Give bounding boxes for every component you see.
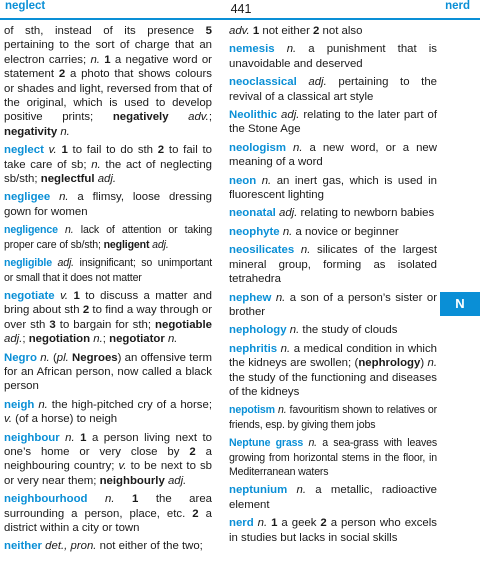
definition-text: ) an offensive term for an African person, now called a black person — [4, 351, 213, 393]
definition-text — [294, 244, 301, 256]
sense-number: 2 — [313, 25, 320, 37]
left-column — [4, 24, 212, 558]
definition-text — [297, 76, 309, 88]
headword: negligee — [4, 191, 51, 204]
dictionary-entry — [229, 42, 437, 71]
definition-text: a geek — [277, 517, 321, 530]
headword: neosilicates — [229, 244, 295, 257]
headword: neologism — [229, 141, 286, 154]
derived-form: negligent — [103, 238, 150, 251]
part-of-speech: v. — [60, 289, 69, 302]
part-of-speech: n. — [60, 125, 70, 138]
definition-text — [50, 191, 59, 203]
part-of-speech: n. — [308, 437, 317, 450]
dictionary-entry — [4, 539, 212, 553]
definition-text: a sea-grass with leaves growing from horizontal stems in the floor, in Mediterranean waters — [229, 437, 438, 478]
part-of-speech: n. — [261, 174, 272, 187]
headword: nerd — [229, 517, 254, 530]
headword: neglect — [4, 144, 44, 157]
page-number: 441 — [230, 2, 252, 16]
dictionary-entry — [4, 351, 212, 394]
headword: nepotism — [229, 404, 275, 417]
derived-form: negativity — [4, 125, 58, 138]
definition-text: to find a way through or over sth — [4, 304, 212, 331]
definition-text: ) — [420, 357, 428, 370]
dictionary-entry — [229, 225, 437, 239]
dictionary-entry — [229, 206, 437, 220]
part-of-speech: n. — [296, 484, 306, 497]
part-of-speech: adj. — [4, 333, 23, 346]
dictionary-entry — [229, 75, 437, 104]
headword: neonatal — [229, 207, 276, 220]
derived-form: nephrology — [358, 357, 421, 370]
definition-text: a negative word or statement — [4, 53, 212, 81]
definition-text: a metallic, radioactive element — [229, 484, 437, 511]
headword: neither — [4, 540, 42, 553]
dictionary-entry — [4, 398, 212, 427]
definition-text: a new word, or a new meaning of a word — [229, 141, 437, 169]
part-of-speech: adv. — [188, 111, 209, 124]
dictionary-entry — [4, 223, 212, 252]
part-of-speech: adj. — [167, 474, 187, 487]
dictionary-entry — [229, 24, 437, 38]
part-of-speech: n. — [91, 158, 101, 171]
part-of-speech: n. — [427, 357, 437, 370]
part-of-speech: n. — [59, 191, 69, 204]
part-of-speech: v. — [118, 460, 127, 473]
definition-text: silicates of the largest mineral group, forming as isolated tetrahedra — [229, 244, 437, 286]
definition-text: a novice or beginner — [292, 225, 399, 238]
definition-text: not also — [319, 25, 363, 37]
definition-text: to fail to do sth — [67, 144, 158, 157]
part-of-speech: pl. — [56, 351, 69, 364]
part-of-speech: n. — [65, 431, 75, 444]
part-of-speech: adj. — [97, 173, 117, 186]
derived-form: negotiator — [109, 333, 165, 346]
part-of-speech: n. — [289, 324, 300, 337]
sense-number: 2 — [157, 144, 165, 157]
dictionary-entry — [229, 483, 437, 512]
headword: nephritis — [229, 342, 278, 355]
definition-text: a district within a city or town — [4, 507, 212, 534]
sense-number: 2 — [320, 517, 327, 530]
definition-text: to discuss a matter and bring about sth — [4, 289, 212, 317]
sense-number: 1 — [252, 25, 260, 37]
headword: neon — [229, 174, 257, 187]
definition-text: of sth, instead of its presence — [4, 25, 206, 37]
headword: negligence — [4, 224, 58, 237]
dictionary-entry — [4, 143, 212, 186]
derived-form: neighbourly — [99, 474, 165, 487]
definition-text: a photo that shows colours or shades and light, reversed from that of the original, which is used to develop positive prints; — [4, 68, 213, 124]
dictionary-entry — [4, 289, 212, 347]
headword: neoclassical — [229, 76, 297, 89]
definition-text — [88, 493, 106, 505]
dictionary-entry — [4, 24, 212, 139]
headword: nemesis — [229, 43, 275, 56]
definition-text: a medical condition in which the kidneys are swollen; ( — [229, 342, 437, 370]
definition-text: the area surrounding a person, place, etc. — [4, 493, 212, 520]
part-of-speech: n. — [167, 333, 178, 346]
sense-number: 2 — [189, 445, 196, 458]
headword: Neptune grass — [229, 437, 304, 450]
part-of-speech: n. — [275, 291, 286, 304]
derived-form: negatively — [112, 111, 169, 124]
definition-text: insignificant; so unimportant or small that it does not matter — [4, 257, 212, 284]
definition-text: the act of neglecting sb/sth; — [4, 158, 213, 186]
part-of-speech: n. — [105, 493, 115, 506]
part-of-speech: n. — [93, 333, 103, 346]
definition-text: lack of attention or taking proper care of sb/sth; — [4, 224, 213, 251]
left-guide-word: neglect — [5, 0, 46, 12]
dictionary-entry — [229, 403, 437, 432]
definition-text — [287, 484, 296, 496]
headword: nephology — [229, 324, 287, 337]
sense-number: 1 — [271, 517, 278, 530]
dictionary-entry — [229, 436, 437, 479]
right-guide-word: nerd — [445, 0, 470, 12]
part-of-speech: v. — [4, 413, 13, 426]
sense-number: 3 — [49, 318, 56, 331]
part-of-speech: n. — [40, 351, 50, 364]
headword: neigh — [4, 398, 35, 411]
definition-text: a person who excels in studies but lacks in social skills — [229, 517, 437, 544]
dictionary-entry — [229, 342, 437, 400]
definition-text: to be next to sb or very near them; — [4, 460, 212, 487]
part-of-speech: adj. — [279, 207, 298, 220]
part-of-speech: adj. — [57, 257, 74, 270]
definition-text — [169, 111, 189, 123]
sense-number: 1 — [80, 431, 87, 444]
sense-number: 1 — [61, 144, 68, 157]
headword: negotiate — [4, 289, 55, 302]
definition-text: ; — [102, 333, 110, 346]
headword: Neolithic — [229, 109, 278, 122]
definition-text: a flimsy, loose dressing gown for women — [4, 191, 213, 218]
part-of-speech: n. — [280, 342, 291, 355]
dictionary-entry — [4, 431, 212, 489]
part-of-speech: n. — [257, 517, 268, 530]
dictionary-entry — [229, 291, 437, 320]
headword: neptunium — [229, 484, 288, 497]
headword: neighbourhood — [4, 493, 88, 506]
sense-number: 1 — [73, 289, 80, 302]
definition-text: the high-pitched cry of a horse; — [47, 398, 212, 411]
part-of-speech: det., pron. — [45, 540, 97, 553]
definition-text: a person living next to one’s home or very close by — [4, 431, 213, 458]
headword: negligible — [4, 257, 52, 270]
definition-text: relating to the later part of the Stone Age — [229, 109, 437, 136]
right-column — [229, 24, 437, 549]
derived-form: negotiable — [155, 318, 212, 331]
headword: neophyte — [229, 225, 280, 238]
part-of-speech: adj. — [281, 109, 300, 122]
derived-form: neglectful — [40, 173, 95, 186]
dictionary-entry — [229, 108, 437, 137]
definition-text: ; — [208, 111, 212, 124]
part-of-speech: n. — [38, 398, 48, 411]
headword: nephew — [229, 291, 272, 304]
definition-text: the study of the functioning and diseases of the kidneys — [229, 371, 437, 398]
definition-text: (of a horse) to neigh — [12, 413, 118, 426]
sense-number: 2 — [58, 68, 66, 81]
part-of-speech: n. — [282, 225, 293, 238]
part-of-speech: adj. — [152, 238, 169, 251]
dictionary-entry — [4, 190, 212, 219]
definition-text — [58, 224, 65, 236]
definition-text: the study of clouds — [299, 324, 398, 337]
definition-text: to bargain for sth; — [55, 318, 156, 331]
definition-text: a son of a person’s sister or brother — [229, 291, 437, 318]
part-of-speech: n. — [292, 141, 303, 154]
headword: Negro — [4, 351, 37, 364]
definition-text: not either of the two; — [96, 540, 203, 553]
definition-text: to fail to take care of sb; — [4, 144, 212, 171]
sense-number: 1 — [104, 53, 111, 66]
part-of-speech: adv. — [229, 25, 250, 37]
part-of-speech: adj. — [308, 76, 327, 89]
thumb-index-tab: N — [440, 292, 480, 316]
part-of-speech: v. — [48, 144, 57, 157]
definition-text: favouritism shown to relatives or friends, esp. by giving them jobs — [229, 404, 437, 431]
definition-text: relating to newborn babies — [297, 207, 435, 220]
sense-number: 2 — [192, 507, 199, 520]
dictionary-entry — [229, 174, 437, 203]
definition-text: an inert gas, which is used in fluorescent lighting — [229, 174, 437, 202]
definition-text: pertaining to the revival of a classical art style — [229, 76, 437, 103]
dictionary-entry — [229, 243, 437, 286]
headword: neighbour — [4, 431, 60, 444]
sense-number: 5 — [205, 25, 212, 37]
definition-text — [286, 142, 293, 154]
part-of-speech: n. — [300, 244, 311, 257]
dictionary-entry — [229, 141, 437, 170]
definition-text: a punishment that is unavoidable and deserved — [229, 43, 437, 70]
definition-text: a neighbouring country; — [4, 445, 213, 473]
header-rule — [0, 18, 480, 20]
definition-text: ; — [22, 333, 29, 346]
dictionary-entry — [229, 323, 437, 337]
part-of-speech: n. — [286, 43, 297, 56]
definition-text: not either — [259, 25, 314, 37]
derived-form: Negroes — [72, 351, 118, 364]
definition-text: pertaining to the sort of charge that an electron carries; — [4, 39, 212, 66]
definition-text: ( — [49, 351, 57, 364]
definition-text — [115, 493, 133, 505]
definition-text — [275, 43, 287, 55]
sense-number: 2 — [82, 304, 90, 317]
dictionary-entry — [4, 492, 212, 535]
part-of-speech: n. — [277, 404, 287, 417]
part-of-speech: n. — [90, 53, 100, 66]
part-of-speech: n. — [65, 224, 74, 237]
running-header — [0, 0, 480, 20]
dictionary-entry — [4, 256, 212, 285]
sense-number: 1 — [132, 493, 139, 506]
dictionary-entry — [229, 516, 437, 545]
derived-form: negotiation — [28, 333, 91, 346]
